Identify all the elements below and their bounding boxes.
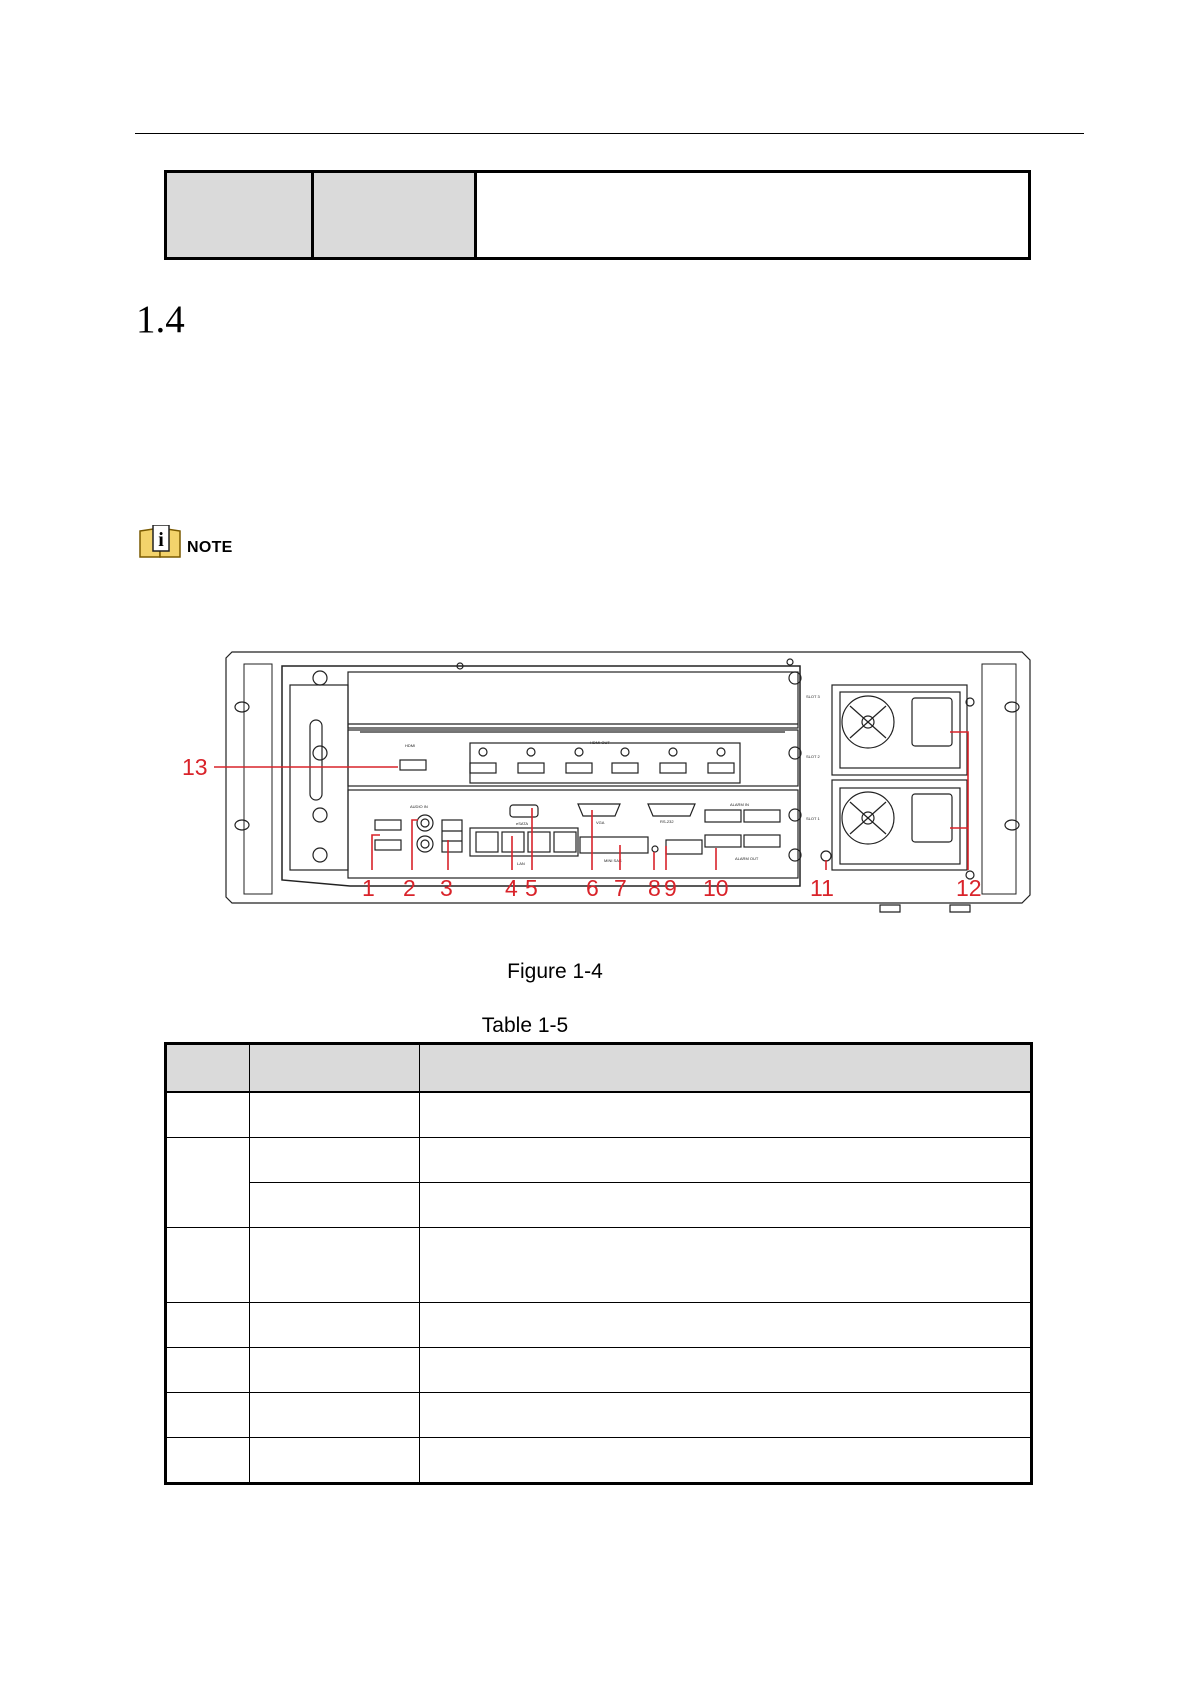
svg-text:i: i: [158, 529, 164, 551]
table-header-cell: [166, 1044, 250, 1093]
table-cell: [166, 172, 313, 259]
svg-text:SLOT 2: SLOT 2: [806, 754, 820, 759]
svg-text:eSATA: eSATA: [516, 821, 529, 826]
callout-9: 9: [664, 875, 677, 901]
table-header-row: [166, 1044, 1032, 1093]
table-row: [166, 1303, 1032, 1348]
callout-2: 2: [403, 875, 416, 901]
table-row: [166, 1138, 1032, 1183]
table-header-cell: [250, 1044, 420, 1093]
rear-panel-figure: [0, 650, 1191, 940]
svg-text:VGA: VGA: [596, 820, 605, 825]
callout-7: 7: [614, 875, 627, 901]
callout-10: 10: [703, 875, 729, 901]
callout-4: 4: [505, 875, 518, 901]
section-number: 1.4: [136, 298, 185, 341]
continued-table: [164, 170, 1031, 260]
callout-13: 13: [182, 754, 208, 780]
svg-text:LAN: LAN: [517, 861, 525, 866]
table-row: [166, 1092, 1032, 1138]
svg-text:SLOT 1: SLOT 1: [806, 816, 820, 821]
table-row: [166, 1438, 1032, 1484]
rear-panel-table: [164, 1042, 1033, 1485]
callout-3: 3: [440, 875, 453, 901]
svg-text:MINI SAS: MINI SAS: [604, 858, 622, 863]
figure-caption: Figure 1-4: [507, 960, 603, 983]
callout-12: 12: [956, 875, 982, 901]
table-row: [166, 1228, 1032, 1303]
note-label: NOTE: [187, 539, 233, 556]
callout-6: 6: [586, 875, 599, 901]
svg-text:ALARM OUT: ALARM OUT: [735, 856, 759, 861]
note-block: [138, 525, 233, 559]
svg-text:RS-232: RS-232: [660, 819, 674, 824]
callout-8: 8: [648, 875, 661, 901]
svg-text:ALARM IN: ALARM IN: [730, 802, 749, 807]
table-caption: Table 1-5: [481, 1014, 569, 1037]
svg-text:HDMI OUT: HDMI OUT: [590, 740, 610, 745]
callout-5: 5: [525, 875, 538, 901]
callout-1: 1: [362, 875, 375, 901]
callout-11: 11: [810, 875, 834, 901]
table-row: [166, 1183, 1032, 1228]
table-row: [166, 1393, 1032, 1438]
svg-text:HDMI: HDMI: [405, 743, 416, 748]
svg-text:SLOT 3: SLOT 3: [806, 694, 820, 699]
table-header-cell: [420, 1044, 1032, 1093]
header-rule: [135, 133, 1084, 134]
table-cell: [476, 172, 1030, 259]
svg-text:AUDIO IN: AUDIO IN: [410, 804, 428, 809]
table-row: [166, 1348, 1032, 1393]
note-book-icon: [138, 525, 184, 559]
table-cell: [313, 172, 476, 259]
